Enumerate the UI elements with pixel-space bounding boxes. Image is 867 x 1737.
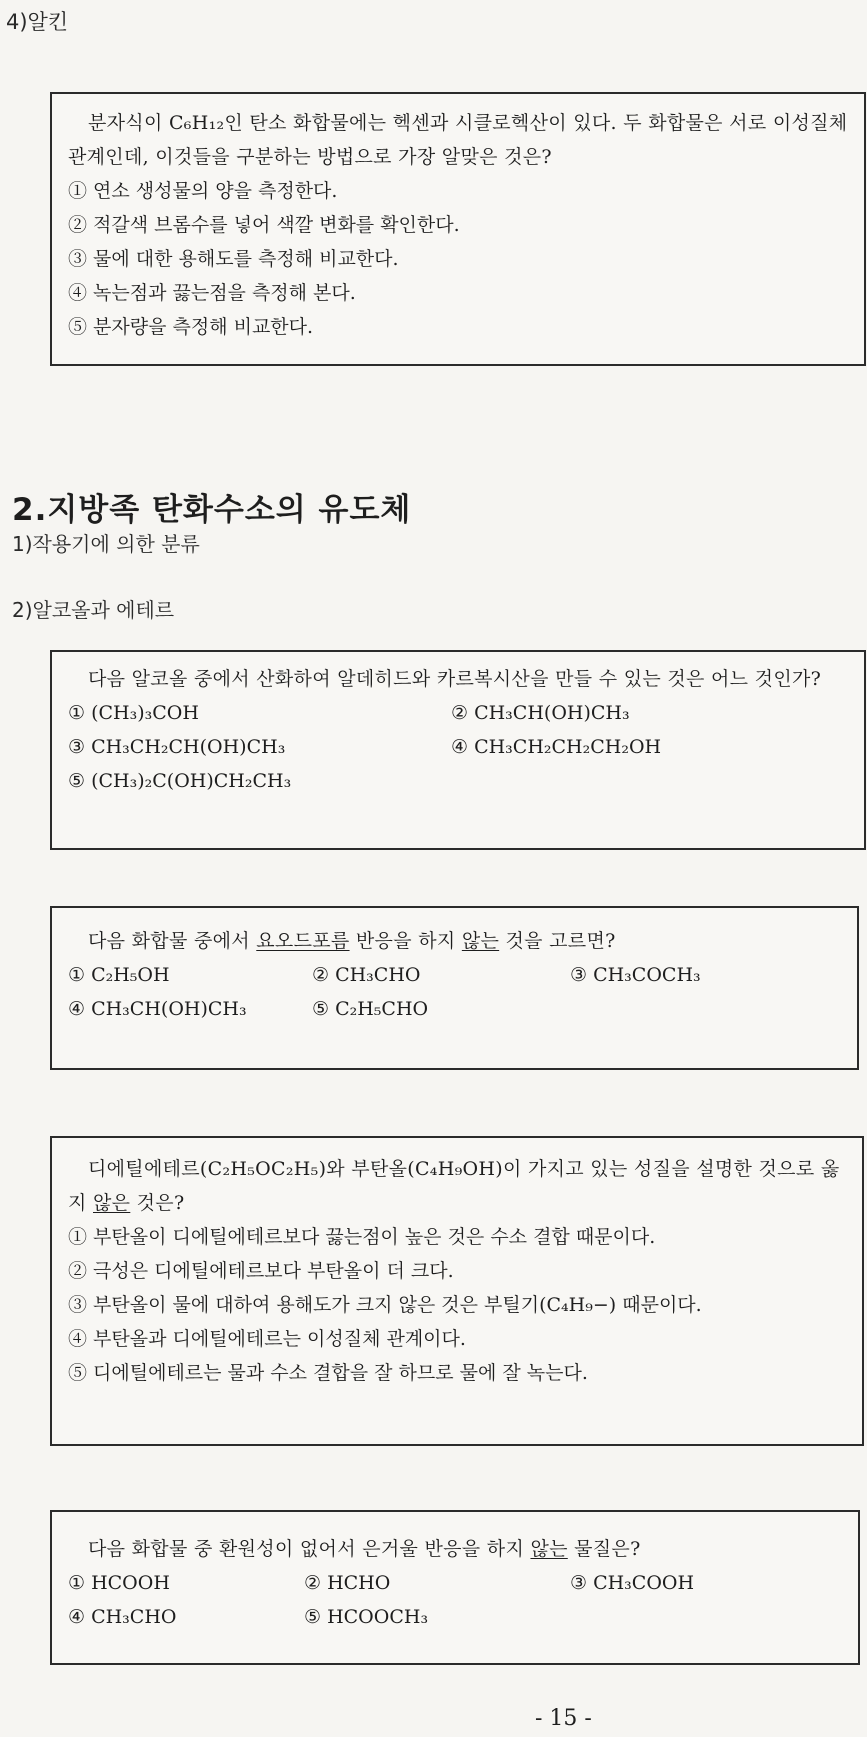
option: ⑤ HCOOCH₃ [304,1606,429,1628]
question-box-2 [50,650,866,850]
question-box-5 [50,1510,860,1665]
option: ① 부탄올이 디에틸에테르보다 끓는점이 높은 것은 수소 결합 때문이다. [68,1226,656,1248]
option: ② HCHO [304,1572,391,1594]
stem-underlined: 요오드포름 [256,930,350,952]
question-stem [68,1152,846,1220]
option: ① C₂H₅OH [68,964,170,986]
option: ③ CH₃COOH [570,1572,695,1594]
section-heading-alkyne: 4)알킨 [6,10,69,34]
option: ④ CH₃CH(OH)CH₃ [68,998,247,1020]
option: ③ 부탄올이 물에 대하여 용해도가 크지 않은 것은 부틸기(C₄H₉−) 때문이다. [68,1294,702,1316]
stem-text: 다음 화합물 중 환원성이 없어서 은거울 반응을 하지 [88,1538,531,1560]
option: ② CH₃CH(OH)CH₃ [451,702,630,724]
option: ④ 녹는점과 끓는점을 측정해 본다. [68,282,356,304]
option: ① HCOOH [68,1572,170,1594]
option: ④ 부탄올과 디에틸에테르는 이성질체 관계이다. [68,1328,466,1350]
option: ⑤ (CH₃)₂C(OH)CH₂CH₃ [68,770,292,792]
subheading-functional-groups: 1)작용기에 의한 분류 [12,532,200,556]
option: ① (CH₃)₃COH [68,702,199,724]
stem-text: 디에틸에테르(C₂H₅OC₂H₅)와 부탄올(C₄H₉OH)이 가지고 있는 성질을 설명한 것으로 옳지 [68,1158,840,1214]
question-box-4 [50,1136,864,1446]
question-box-3 [50,906,859,1070]
option: ① 연소 생성물의 양을 측정한다. [68,180,338,202]
option: ④ CH₃CH₂CH₂CH₂OH [451,736,662,758]
stem-underlined: 않는 [530,1538,568,1560]
stem-text: 것을 고르면? [499,930,616,952]
option: ⑤ 디에틸에테르는 물과 수소 결합을 잘 하므로 물에 잘 녹는다. [68,1362,588,1384]
stem-underlined: 않는 [461,930,500,952]
option: ⑤ C₂H₅CHO [312,998,429,1020]
stem-text: 물질은? [567,1538,641,1560]
option: ④ CH₃CHO [68,1606,177,1628]
page-number: - 15 - [535,1706,592,1731]
stem-text: 것은? [130,1192,185,1214]
option: ③ 물에 대한 용해도를 측정해 비교한다. [68,248,399,270]
question-stem [68,1532,842,1566]
subheading-alcohol-ether: 2)알코올과 에테르 [12,598,175,622]
option: ⑤ 분자량을 측정해 비교한다. [68,316,314,338]
stem-text: 반응을 하지 [349,930,462,952]
option: ② CH₃CHO [312,964,421,986]
option: ② 극성은 디에틸에테르보다 부탄올이 더 크다. [68,1260,454,1282]
question-stem [68,924,841,958]
question-box-1 [50,92,866,366]
chapter-title: 2.지방족 탄화수소의 유도체 [12,492,412,528]
option: ③ CH₃COCH₃ [570,964,701,986]
question-stem: 다음 알코올 중에서 산화하여 알데히드와 카르복시산을 만들 수 있는 것은 어느 것인가? [88,668,822,690]
question-stem: 분자식이 C₆H₁₂인 탄소 화합물에는 헥센과 시클로헥산이 있다. 두 화합물은 서로 이성질체 관계인데, 이것들을 구분하는 방법으로 가장 알맞은 것은? [68,112,848,168]
option: ② 적갈색 브롬수를 넣어 색깔 변화를 확인한다. [68,214,460,236]
stem-underlined: 않은 [93,1192,131,1214]
stem-text: 다음 화합물 중에서 [88,930,257,952]
option: ③ CH₃CH₂CH(OH)CH₃ [68,736,286,758]
